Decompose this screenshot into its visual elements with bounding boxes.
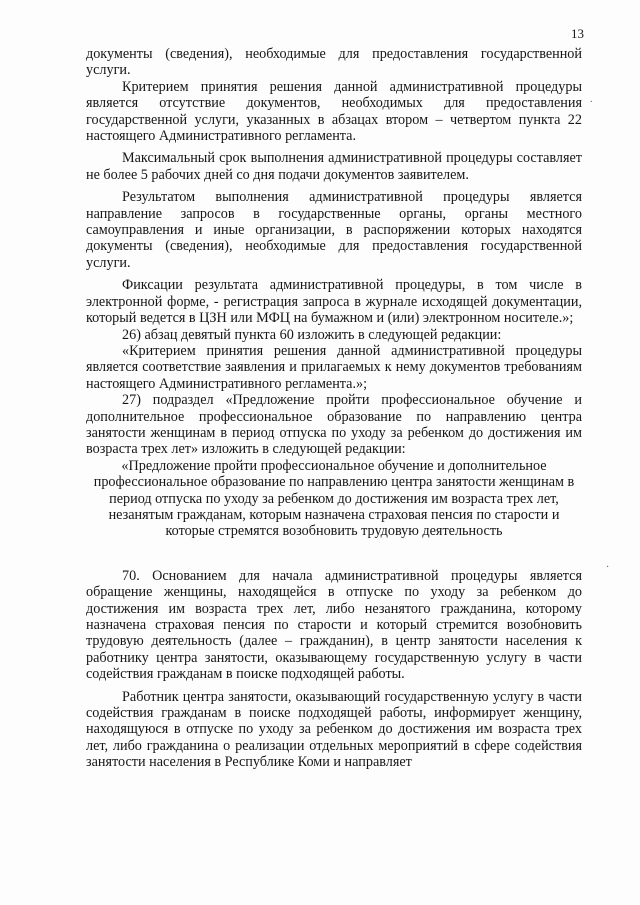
paragraph: Критерием принятия решения данной административной процедуры является отсутствие документов, необходимых для предоставления государственной услуги, указанных в абзацах втором – четвертом пункта 22 настоящего Административного регламента. [86,78,582,145]
scan-speck: . [590,94,593,105]
paragraph: 27) подраздел «Предложение пройти профессиональное обучение и дополнительное профессиональное образование по направлению центра занятости женщинам в период отпуска по уходу за ребенком до достижения им возраста трех лет» изложить в следующей редакции: [86,392,582,458]
page-number: 13 [571,26,584,41]
paragraph: Фиксации результата административной процедуры, в том числе в электронной форме, - регистрация запроса в журнале исходящей документации, который ведется в ЦЗН или МФЦ на бумажном и (или) электронном носителе.»; [86,277,582,327]
section-heading: «Предложение пройти профессиональное обучение и дополнительное профессиональное образование по направлению центра занятости женщинам в период отпуска по уходу за ребенком до достижения им возраста трех лет, незанятым гражданам, которым назначена страховая пенсия по старости и которые стремятся возобновить трудовую деятельность [93,457,575,540]
paragraph: Результатом выполнения административной процедуры является направление запросов в государственные органы, органы местного самоуправления и иные организации, в распоряжении которых находятся документы (сведения), необходимые для предоставления государственной услуги. [86,189,582,271]
paragraph: Максимальный срок выполнения административной процедуры составляет не более 5 рабочих дней со дня подачи документов заявителем. [86,150,582,183]
paragraph: Работник центра занятости, оказывающий государственную услугу в части содействия гражданам в поиске подходящей работы, информирует женщину, находящуюся в отпуске по уходу за ребенком до достижения им возраста трех лет, либо гражданина о реализации отдельных мероприятий в сфере содействия занятости населения в Республике Коми и направляет [86,688,582,771]
document-body [86,46,582,771]
paragraph: документы (сведения), необходимые для предоставления государственной услуги. [86,46,582,79]
paragraph: 26) абзац девятый пункта 60 изложить в следующей редакции: [122,326,502,343]
paragraph: 70. Основанием для начала административной процедуры является обращение женщины, находящейся в отпуске по уходу за ребенком до достижения им возраста трех лет, либо незанятого гражданина, которому назначена страховая пенсия по старости и который стремится возобновить трудовую деятельность (далее – гражданин), в центр занятости населения к работнику центра занятости, оказывающему государственную услугу в части содействия гражданам в поиске подходящей работы. [86,567,582,683]
scan-speck: · [606,562,610,573]
paragraph: «Критерием принятия решения данной административной процедуры является соответствие заявления и прилагаемых к нему документов требованиям настоящего Административного регламента.»; [86,342,582,392]
